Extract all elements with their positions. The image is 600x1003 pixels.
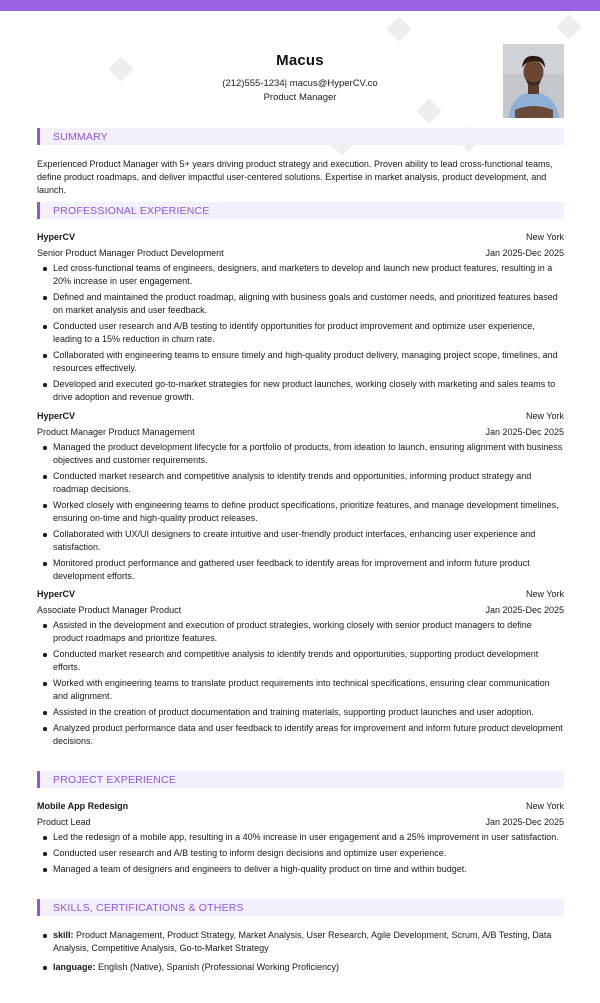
project-entry bbox=[37, 798, 564, 879]
skill-label: skill: bbox=[53, 930, 74, 940]
project-name: Mobile App Redesign bbox=[37, 801, 129, 811]
candidate-name: Macus bbox=[276, 52, 324, 69]
job-location: New York bbox=[525, 232, 564, 242]
bullet-item: Analyzed product performance data and user feedback to identify areas for improvement and inform future product development decisions. bbox=[37, 722, 564, 748]
bullet-item: Led cross-functional teams of engineers, designers, and marketers to develop and launch new product features, resulting in a 20% increase in user engagement. bbox=[37, 262, 564, 288]
section-header-skills bbox=[37, 899, 564, 916]
job-dates: Jan 2025-Dec 2025 bbox=[485, 248, 564, 258]
job-entry bbox=[37, 408, 564, 586]
job-entry bbox=[37, 586, 564, 751]
section-title: SKILLS, CERTIFICATIONS & OTHERS bbox=[53, 902, 244, 914]
bullet-item: Monitored product performance and gathered user feedback to identify areas for improvement and inform future product development efforts. bbox=[37, 557, 564, 583]
skills-list bbox=[37, 929, 564, 980]
company-name: HyperCV bbox=[37, 589, 76, 599]
language-item bbox=[37, 961, 564, 974]
decor-diamond bbox=[386, 16, 411, 41]
bullet-item: Managed the product development lifecycle for a portfolio of products, from ideation to launch, ensuring alignment with business objectives and customer requirements. bbox=[37, 441, 564, 467]
company-name: HyperCV bbox=[37, 411, 76, 421]
project-role: Product Lead bbox=[37, 817, 91, 827]
bullet-item: Worked with engineering teams to translate product requirements into technical specifications, ensuring clear communication and alignment. bbox=[37, 677, 564, 703]
bullet-item: Conducted market research and competitive analysis to identify trends and opportunities, informing product strategy and roadmap decisions. bbox=[37, 470, 564, 496]
job-dates: Jan 2025-Dec 2025 bbox=[485, 427, 564, 437]
bullet-item: Led the redesign of a mobile app, resulting in a 40% increase in user engagement and a 25% improvement in user satisfaction. bbox=[37, 831, 564, 844]
bullet-item: Managed a team of designers and engineers to deliver a high-quality product on time and within budget. bbox=[37, 863, 564, 876]
bullet-item: Defined and maintained the product roadmap, aligning with business goals and customer needs, and prioritized features based on market analysis and user feedback. bbox=[37, 291, 564, 317]
bullet-item: Collaborated with engineering teams to ensure timely and high-quality product delivery, managing project scope, timelines, and resources effectively. bbox=[37, 349, 564, 375]
phone: (212)555-1234 bbox=[222, 78, 285, 89]
bullet-item: Worked closely with engineering teams to define product specifications, prioritize features, and manage development timelines, ensuring on-time and high-quality product releases. bbox=[37, 499, 564, 525]
section-header-experience bbox=[37, 202, 564, 219]
section-header-summary bbox=[37, 128, 564, 145]
section-title: PROFESSIONAL EXPERIENCE bbox=[53, 205, 210, 217]
bullet-item: Assisted in the development and execution of product strategies, working closely with senior product managers to define product roadmaps and prioritize features. bbox=[37, 619, 564, 645]
skills-item bbox=[37, 929, 564, 955]
job-bullets bbox=[37, 262, 564, 404]
job-bullets bbox=[37, 619, 564, 748]
bullet-item: Conducted user research and A/B testing to inform design decisions and optimize user experience. bbox=[37, 847, 564, 860]
job-dates: Jan 2025-Dec 2025 bbox=[485, 605, 564, 615]
project-location: New York bbox=[525, 801, 564, 811]
job-location: New York bbox=[525, 411, 564, 421]
section-header-projects bbox=[37, 771, 564, 788]
company-name: HyperCV bbox=[37, 232, 76, 242]
job-role: Associate Product Manager Product bbox=[37, 605, 182, 615]
email: macus@HyperCV.co bbox=[289, 78, 378, 89]
project-bullets bbox=[37, 831, 564, 876]
bullet-item: Conducted user research and A/B testing to identify opportunities for product improvement and optimize user experience, leading to a 15% reduction in churn rate. bbox=[37, 320, 564, 346]
job-role: Senior Product Manager Product Development bbox=[37, 248, 224, 258]
section-title: PROJECT EXPERIENCE bbox=[53, 774, 177, 786]
bullet-item: Conducted market research and competitive analysis to identify trends and opportunities, supporting product development efforts. bbox=[37, 648, 564, 674]
bullet-item: Assisted in the creation of product documentation and training materials, supporting product launches and user adoption. bbox=[37, 706, 564, 719]
contact-line: (212)555-1234| macus@HyperCV.co bbox=[222, 78, 378, 89]
summary-text: Experienced Product Manager with 5+ years driving product strategy and execution. Proven ability to lead cross-functional teams, define product roadmaps, and deliver impactful user-centered solutions. Expertise in market analysis, product development, and launch. bbox=[37, 159, 553, 195]
profile-photo bbox=[503, 44, 564, 118]
decor-diamond bbox=[556, 14, 581, 39]
bullet-item: Developed and executed go-to-market strategies for new product launches, working closely with marketing and sales teams to drive adoption and revenue growth. bbox=[37, 378, 564, 404]
project-dates: Jan 2025-Dec 2025 bbox=[485, 817, 564, 827]
job-location: New York bbox=[525, 589, 564, 599]
section-title: SUMMARY bbox=[53, 131, 108, 143]
language-label: language: bbox=[53, 962, 96, 972]
job-role: Product Manager Product Management bbox=[37, 427, 195, 437]
job-entry bbox=[37, 229, 564, 407]
skill-value: Product Management, Product Strategy, Market Analysis, User Research, Agile Development, Scrum, A/B Testing, Data Analysis, Competitive Analysis, Go-to-Market Strategy bbox=[53, 930, 552, 953]
bullet-item: Collaborated with UX/UI designers to create intuitive and user-friendly product interfaces, enhancing user experience and satisfaction. bbox=[37, 528, 564, 554]
top-accent-bar bbox=[0, 0, 600, 11]
language-value: English (Native), Spanish (Professional Working Proficiency) bbox=[98, 962, 339, 972]
candidate-title: Product Manager bbox=[263, 92, 337, 103]
job-bullets bbox=[37, 441, 564, 583]
